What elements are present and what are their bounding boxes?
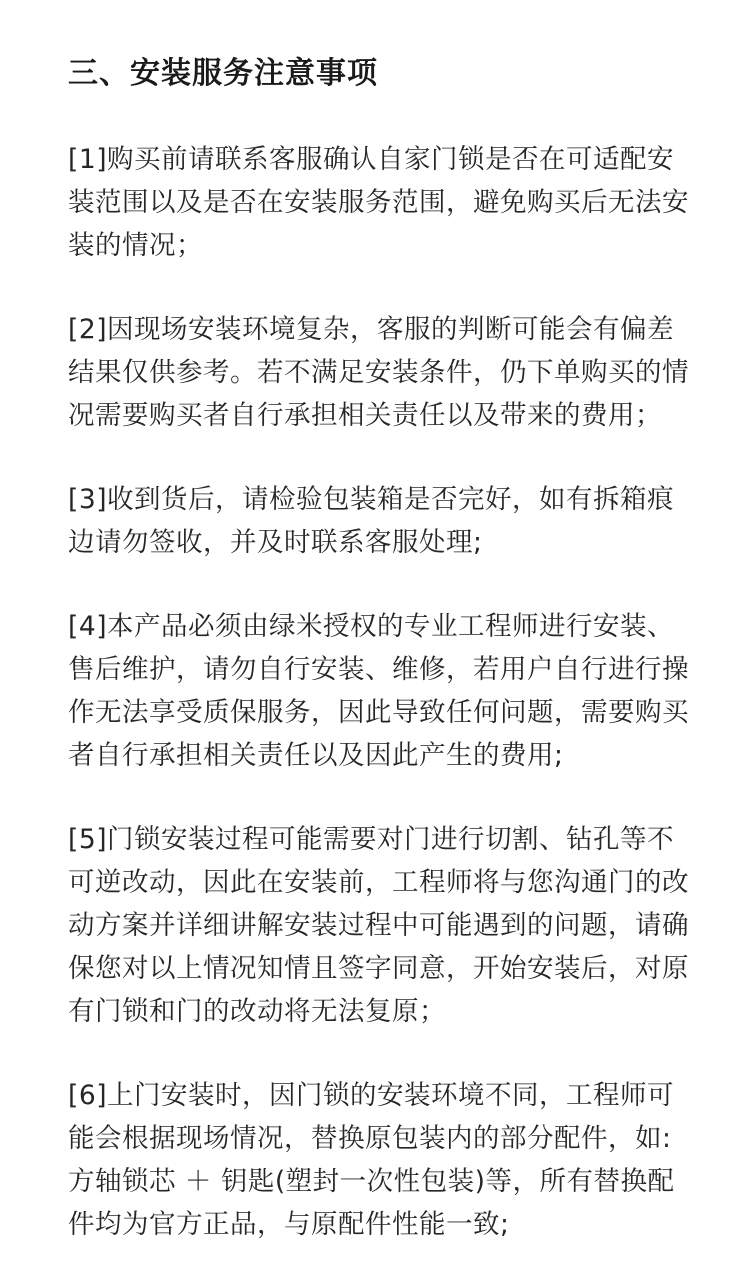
note-item: [4]本产品必须由绿米授权的专业工程师进行安装、售后维护，请勿自行安装、维修，若用户自行进行操作无法享受质保服务，因此导致任何问题，需要购买者自行承担相关责任以及因此产生的费用; <box>68 611 689 771</box>
note-item: [3]收到货后，请检验包装箱是否完好，如有拆箱痕边请勿签收，并及时联系客服处理; <box>68 484 675 558</box>
section-title: 三、安装服务注意事项 <box>68 56 378 91</box>
notes-list <box>68 138 690 1246</box>
note-item: [6]上门安装时，因门锁的安装环境不同，工程师可能会根据现场情况，替换原包装内的部分配件，如:方轴锁芯 ＋ 钥匙(塑封一次性包装)等，所有替换配件均为官方正品，与原配件性能一致; <box>68 1080 675 1240</box>
note-item: [5]门锁安装过程可能需要对门进行切割、钻孔等不可逆改动，因此在安装前，工程师将与您沟通门的改动方案并详细讲解安装过程中可能遇到的问题，请确保您对以上情况知情且签字同意，开始安装后，对原有门锁和门的改动将无法复原； <box>68 824 689 1027</box>
note-item: [2]因现场安装环境复杂，客服的判断可能会有偏差结果仅供参考。若不满足安装条件，仍下单购买的情况需要购买者自行承担相关责任以及带来的费用； <box>68 314 689 431</box>
note-item: [1]购买前请联系客服确认自家门锁是否在可适配安装范围以及是否在安装服务范围，避免购买后无法安装的情况； <box>68 144 689 261</box>
